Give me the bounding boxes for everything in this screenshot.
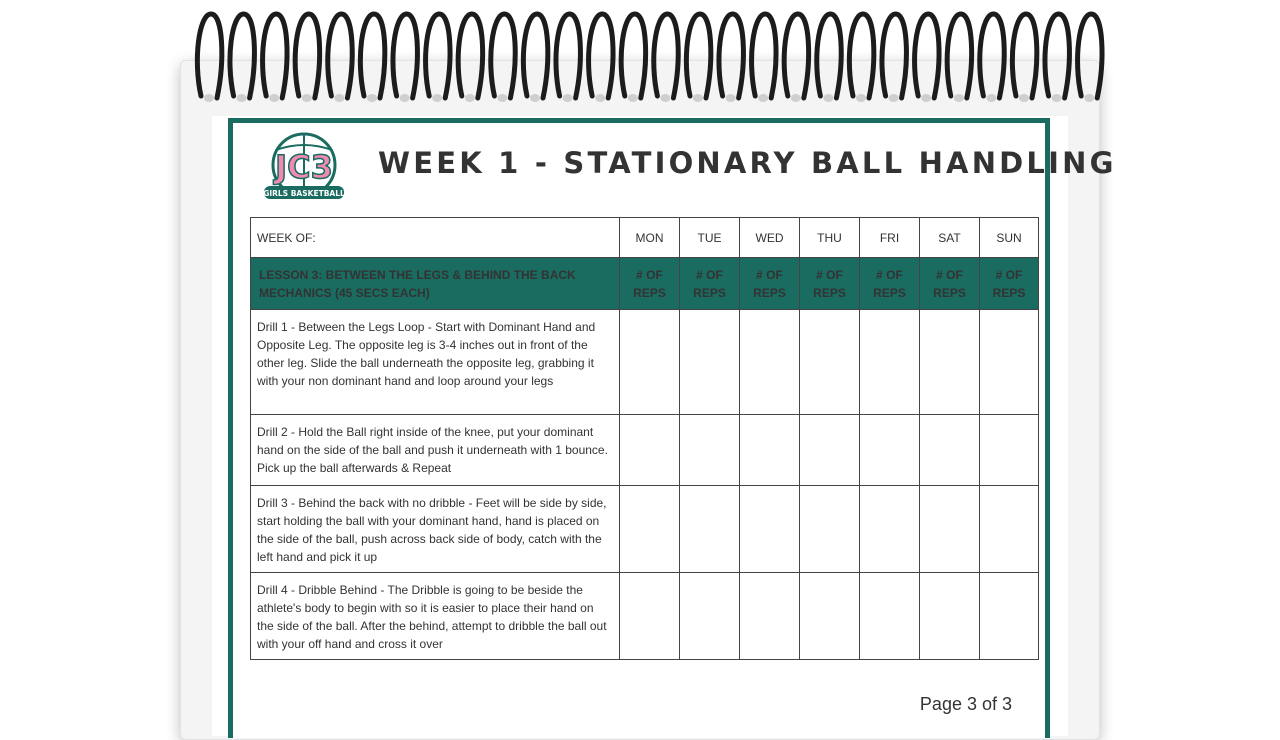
drill-row [251, 415, 1039, 486]
reps-cell[interactable] [800, 415, 860, 486]
week-of-label[interactable]: WEEK OF: [251, 218, 620, 258]
logo-brand: JC3 [275, 148, 333, 186]
reps-cell[interactable] [980, 573, 1039, 660]
reps-cell[interactable] [980, 415, 1039, 486]
reps-cell[interactable] [800, 573, 860, 660]
reps-cell[interactable] [680, 415, 740, 486]
reps-cell[interactable] [860, 573, 920, 660]
reps-header: # OF REPS [740, 258, 800, 310]
reps-cell[interactable] [620, 573, 680, 660]
day-mon: MON [620, 218, 680, 258]
day-fri: FRI [860, 218, 920, 258]
lesson-title: LESSON 3: BETWEEN THE LEGS & BEHIND THE BACK MECHANICS (45 SECS EACH) [251, 258, 620, 310]
training-table [250, 217, 1039, 660]
reps-header: # OF REPS [680, 258, 740, 310]
reps-cell[interactable] [920, 573, 980, 660]
reps-cell[interactable] [740, 573, 800, 660]
reps-cell[interactable] [980, 310, 1039, 415]
reps-cell[interactable] [980, 486, 1039, 573]
reps-cell[interactable] [740, 486, 800, 573]
drill-description: Drill 2 - Hold the Ball right inside of the knee, put your dominant hand on the side of the ball and push it underneath with 1 bounce. Pick up the ball afterwards & Repeat [251, 415, 620, 486]
drill-row [251, 310, 1039, 415]
reps-cell[interactable] [620, 415, 680, 486]
day-sat: SAT [920, 218, 980, 258]
drill-description: Drill 3 - Behind the back with no dribble - Feet will be side by side, start holding the ball with your dominant hand, hand is placed on the side of the ball, push across back side of body, catch with the left hand and pick it up [251, 486, 620, 573]
drill-row [251, 486, 1039, 573]
reps-cell[interactable] [680, 486, 740, 573]
reps-header: # OF REPS [920, 258, 980, 310]
page-title: WEEK 1 - STATIONARY BALL HANDLING [378, 146, 1117, 180]
day-wed: WED [740, 218, 800, 258]
reps-cell[interactable] [920, 310, 980, 415]
reps-cell[interactable] [740, 415, 800, 486]
reps-header: # OF REPS [620, 258, 680, 310]
jc3-logo [254, 132, 354, 202]
reps-cell[interactable] [620, 310, 680, 415]
drill-description: Drill 1 - Between the Legs Loop - Start with Dominant Hand and Opposite Leg. The opposite leg is 3-4 inches out in front of the other leg. Slide the ball underneath the opposite leg, grabbing it with your non dominant hand and loop around your legs [251, 310, 620, 415]
reps-cell[interactable] [860, 415, 920, 486]
day-thu: THU [800, 218, 860, 258]
drill-description: Drill 4 - Dribble Behind - The Dribble is going to be beside the athlete's body to begin with so it is easier to place their hand on the side of the ball. After the behind, attempt to dribble the ball out with your off hand and cross it over [251, 573, 620, 660]
reps-header: # OF REPS [980, 258, 1039, 310]
reps-cell[interactable] [920, 486, 980, 573]
header-row [251, 218, 1039, 258]
reps-cell[interactable] [920, 415, 980, 486]
drill-row [251, 573, 1039, 660]
reps-cell[interactable] [680, 573, 740, 660]
reps-cell[interactable] [620, 486, 680, 573]
reps-cell[interactable] [860, 310, 920, 415]
reps-header: # OF REPS [800, 258, 860, 310]
reps-cell[interactable] [800, 486, 860, 573]
reps-cell[interactable] [740, 310, 800, 415]
reps-cell[interactable] [800, 310, 860, 415]
day-sun: SUN [980, 218, 1039, 258]
reps-cell[interactable] [860, 486, 920, 573]
page-number: Page 3 of 3 [919, 694, 1012, 714]
day-tue: TUE [680, 218, 740, 258]
reps-cell[interactable] [680, 310, 740, 415]
logo-tagline: GIRLS BASKETBALL [263, 189, 345, 198]
lesson-header-row [251, 258, 1039, 310]
reps-header: # OF REPS [860, 258, 920, 310]
